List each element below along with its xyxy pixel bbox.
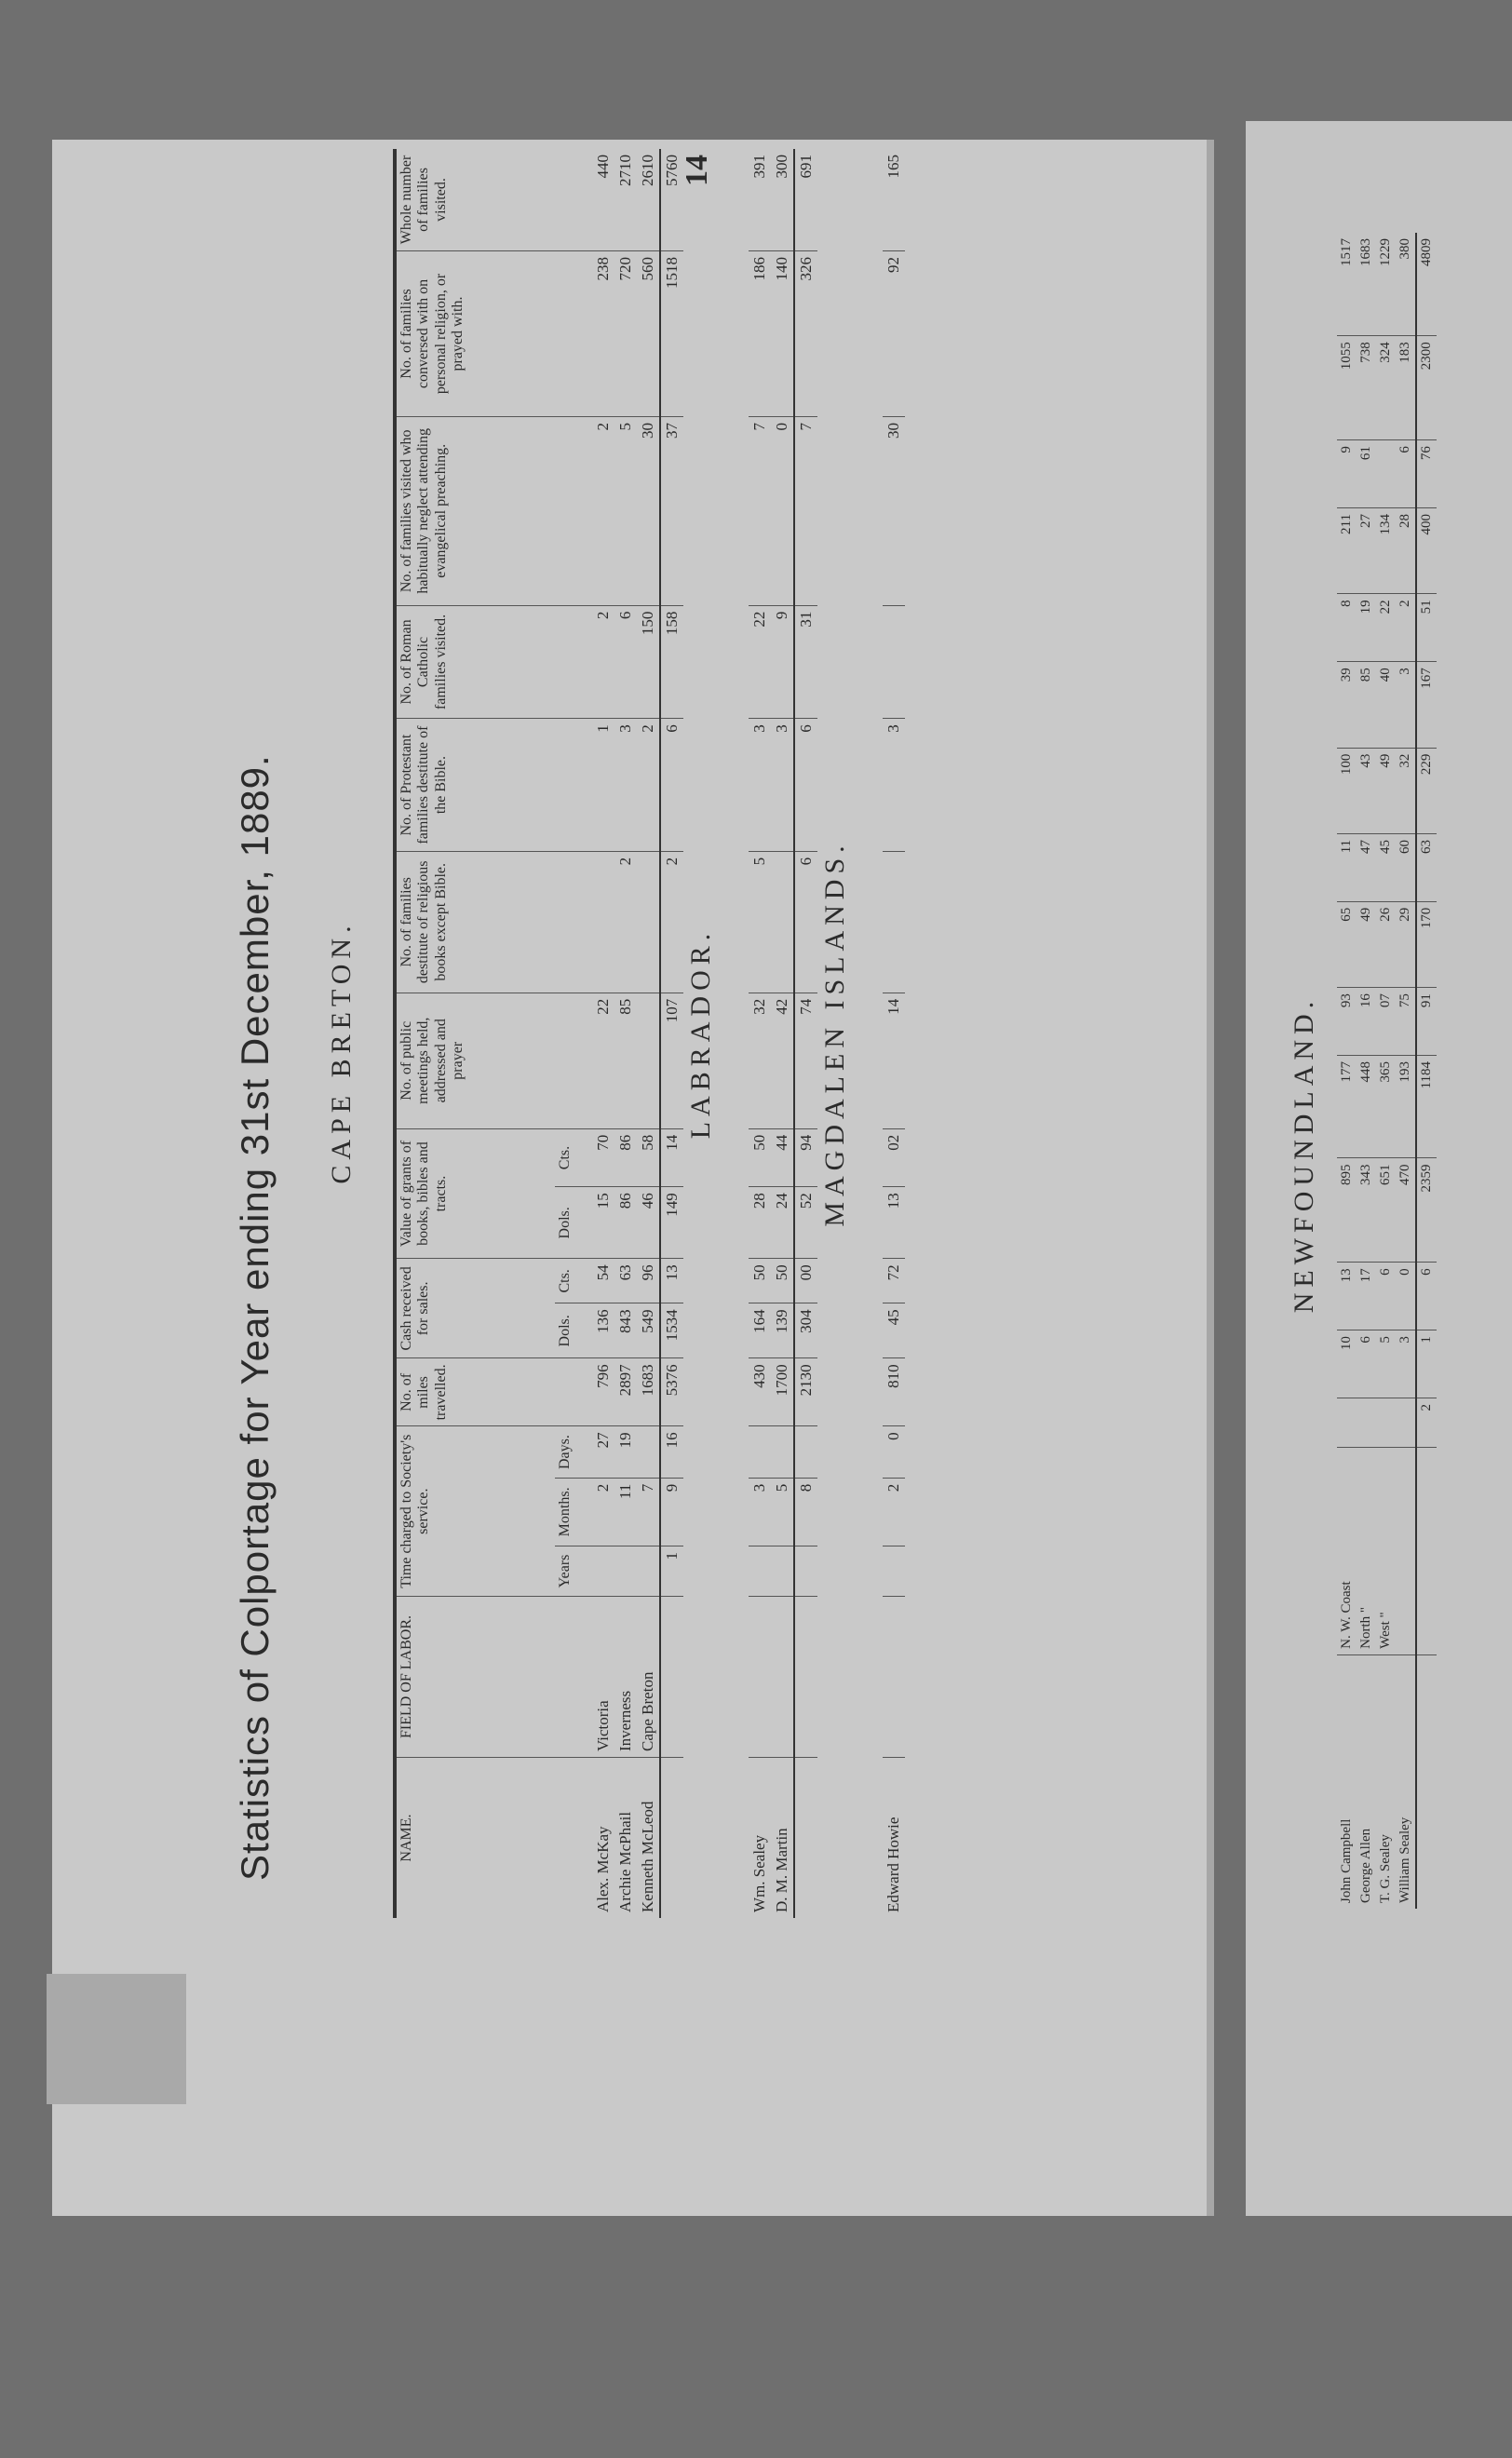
cell-field <box>771 1597 794 1758</box>
cell-gr_c: 45 <box>1376 833 1396 901</box>
totals-row <box>660 149 683 1918</box>
cell-neg: 7 <box>794 417 817 606</box>
cell-field: North " <box>1357 1448 1376 1655</box>
table-row <box>637 149 660 1918</box>
cell-gr_c: 47 <box>1357 833 1376 901</box>
cell-conv: 738 <box>1357 336 1376 440</box>
cell-rc: 9 <box>771 605 794 719</box>
cell-months: 9 <box>660 1478 683 1546</box>
cell-conv: 326 <box>794 250 817 416</box>
cell-rel: 2 <box>614 851 637 993</box>
col-destitute-bible: No. of Protestant families destitute of the Bible. <box>397 719 592 852</box>
cell-cash_c: 63 <box>614 1259 637 1303</box>
cell-cash_c: 93 <box>1337 988 1357 1056</box>
cell-miles: 343 <box>1357 1158 1376 1263</box>
cell-miles: 895 <box>1337 1158 1357 1263</box>
newfoundland-rows <box>1337 233 1416 1909</box>
cell-whole: 391 <box>749 149 771 250</box>
cell-rc <box>883 605 905 719</box>
cell-conv: 2300 <box>1416 336 1437 440</box>
cell-neg: 76 <box>1416 440 1437 508</box>
cell-years: 2 <box>1416 1398 1437 1448</box>
cell-days: 19 <box>614 1426 637 1478</box>
cell-months: 3 <box>749 1478 771 1546</box>
cell-name: Kenneth McLeod <box>639 1801 656 1912</box>
cell-cash_d: 365 <box>1376 1055 1396 1157</box>
cell-name: Wm. Sealey <box>750 1834 768 1912</box>
cell-gr_c: 50 <box>749 1128 771 1187</box>
cell-cash_c: 50 <box>771 1259 794 1303</box>
labrador-totals <box>794 149 817 1918</box>
cell-conv: 238 <box>592 250 614 416</box>
cell-rel: 85 <box>1357 662 1376 748</box>
cell-gr_d: 170 <box>1416 901 1437 987</box>
cell-gr_d: 24 <box>771 1187 794 1259</box>
cell-field <box>660 1597 683 1758</box>
cell-conv: 186 <box>749 250 771 416</box>
cell-whole: 165 <box>883 149 905 250</box>
cell-years <box>1337 1398 1357 1448</box>
cell-rel: 3 <box>1396 662 1416 748</box>
cell-miles: 430 <box>749 1358 771 1426</box>
page-tab <box>47 1974 186 2104</box>
cell-cash_d: 549 <box>637 1303 660 1358</box>
cell-cash_d: 45 <box>883 1303 905 1358</box>
cell-bib: 51 <box>1416 594 1437 662</box>
cell-name: D. M. Martin <box>773 1828 790 1912</box>
cell-field: Victoria <box>592 1597 614 1758</box>
table-row <box>883 149 905 1918</box>
cell-years <box>1357 1398 1376 1448</box>
cell-field <box>883 1597 905 1758</box>
cell-rc: 150 <box>637 605 660 719</box>
cell-years <box>883 1546 905 1596</box>
cell-cash_d: 1534 <box>660 1303 683 1358</box>
cell-cash_d: 304 <box>794 1303 817 1358</box>
right-page-content <box>1285 233 1512 1909</box>
table-row <box>592 149 614 1918</box>
col-grants: Value of grants of books, bibles and tracts. <box>397 1128 555 1259</box>
cell-rc: 211 <box>1337 508 1357 594</box>
cell-days <box>749 1426 771 1478</box>
cell-bib: 3 <box>883 719 905 852</box>
cell-gr_d: 26 <box>1376 901 1396 987</box>
cell-cash_c: 96 <box>637 1259 660 1303</box>
section-title-labrador: LABRADOR. <box>685 927 716 1140</box>
cell-gr_d: 28 <box>749 1187 771 1259</box>
cell-cash_d: 136 <box>592 1303 614 1358</box>
cell-whole: 1517 <box>1337 233 1357 336</box>
cell-whole: 380 <box>1396 233 1416 336</box>
cell-gr_d: 49 <box>1357 901 1376 987</box>
cell-cash_d: 139 <box>771 1303 794 1358</box>
cell-meet: 32 <box>1396 748 1416 833</box>
cell-whole: 5760 <box>660 149 683 250</box>
cell-months: 5 <box>1376 1330 1396 1398</box>
labrador-rows <box>749 149 794 1918</box>
cell-bib: 3 <box>749 719 771 852</box>
cell-days: 16 <box>660 1426 683 1478</box>
cell-neg: 0 <box>771 417 794 606</box>
col-field: FIELD OF LABOR. <box>397 1597 592 1758</box>
cell-cash_d: 843 <box>614 1303 637 1358</box>
section-title-cape-breton: CAPE BRETON. <box>326 920 357 1184</box>
cell-conv: 140 <box>771 250 794 416</box>
cell-gr_c: 60 <box>1396 833 1416 901</box>
cell-rel <box>592 851 614 993</box>
cell-bib: 2 <box>637 719 660 852</box>
cell-bib: 2 <box>1396 594 1416 662</box>
cell-days: 6 <box>1416 1263 1437 1330</box>
cell-neg: 61 <box>1357 440 1376 508</box>
cell-miles: 796 <box>592 1358 614 1426</box>
cell-name: William Sealey <box>1397 1816 1412 1903</box>
cell-gr_c: 86 <box>614 1128 637 1187</box>
cape-breton-totals <box>660 149 683 1918</box>
cell-rc: 31 <box>794 605 817 719</box>
cell-years <box>592 1546 614 1596</box>
cell-field: N. W. Coast <box>1337 1448 1357 1655</box>
cell-conv: 92 <box>883 250 905 416</box>
cell-name: Archie McPhail <box>616 1811 634 1912</box>
col-years: Years <box>555 1546 592 1596</box>
cell-months: 7 <box>637 1478 660 1546</box>
cell-gr_d: 52 <box>794 1187 817 1259</box>
cell-cash_d: 177 <box>1337 1055 1357 1157</box>
col-grants-dols: Dols. <box>555 1187 592 1259</box>
col-neglect: No. of families visited who habitually neglect attending evangelical preaching. <box>397 417 592 606</box>
section-title-magdalen: MAGDALEN ISLANDS. <box>819 840 850 1227</box>
cell-miles: 5376 <box>660 1358 683 1426</box>
cell-cash_d: 1184 <box>1416 1055 1437 1157</box>
cell-conv: 324 <box>1376 336 1396 440</box>
cell-bib: 6 <box>794 719 817 852</box>
cell-days: 17 <box>1357 1263 1376 1330</box>
cell-years <box>637 1546 660 1596</box>
cell-days: 13 <box>1337 1263 1357 1330</box>
cell-meet: 49 <box>1376 748 1396 833</box>
cell-miles: 651 <box>1376 1158 1396 1263</box>
cell-bib: 6 <box>660 719 683 852</box>
table-row <box>1396 233 1416 1909</box>
cell-field <box>1416 1448 1437 1655</box>
cell-days: 0 <box>883 1426 905 1478</box>
cell-meet: 43 <box>1357 748 1376 833</box>
cell-gr_c: 02 <box>883 1128 905 1187</box>
cell-gr_d: 15 <box>592 1187 614 1259</box>
cell-years <box>614 1546 637 1596</box>
cell-years <box>749 1546 771 1596</box>
cell-neg: 37 <box>660 417 683 606</box>
cell-meet: 107 <box>660 993 683 1128</box>
cell-bib: 3 <box>771 719 794 852</box>
cell-meet: 32 <box>749 993 771 1128</box>
cell-gr_c: 63 <box>1416 833 1437 901</box>
cell-days <box>637 1426 660 1478</box>
col-months: Months. <box>555 1478 592 1546</box>
cell-neg: 30 <box>883 417 905 606</box>
table-row <box>749 149 771 1918</box>
cell-miles: 2897 <box>614 1358 637 1426</box>
cell-cash_c: 75 <box>1396 988 1416 1056</box>
cell-months: 5 <box>771 1478 794 1546</box>
cell-bib: 19 <box>1357 594 1376 662</box>
cell-cash_c: 72 <box>883 1259 905 1303</box>
cell-field: West " <box>1376 1448 1396 1655</box>
cell-gr_d: 13 <box>883 1187 905 1259</box>
cell-miles: 810 <box>883 1358 905 1426</box>
cell-miles: 1683 <box>637 1358 660 1426</box>
cell-gr_c: 70 <box>592 1128 614 1187</box>
cell-bib: 3 <box>614 719 637 852</box>
cell-rel: 5 <box>749 851 771 993</box>
table-row <box>771 149 794 1918</box>
cell-meet: 229 <box>1416 748 1437 833</box>
cell-conv: 183 <box>1396 336 1416 440</box>
cell-gr_d: 86 <box>614 1187 637 1259</box>
cell-days: 0 <box>1396 1263 1416 1330</box>
col-cash-dols: Dols. <box>555 1303 592 1358</box>
col-time: Time charged to Society's service. <box>397 1426 555 1597</box>
cell-cash_d: 164 <box>749 1303 771 1358</box>
table-row <box>1357 233 1376 1909</box>
cell-neg: 6 <box>1396 440 1416 508</box>
cell-gr_d: 46 <box>637 1187 660 1259</box>
cell-neg: 30 <box>637 417 660 606</box>
cell-rc: 22 <box>749 605 771 719</box>
cell-miles: 2130 <box>794 1358 817 1426</box>
page-number: 14 <box>680 155 714 186</box>
cell-months: 11 <box>614 1478 637 1546</box>
table-row <box>1337 233 1357 1909</box>
cell-rel: 167 <box>1416 662 1437 748</box>
cell-rel <box>637 851 660 993</box>
cell-cash_c: 54 <box>592 1259 614 1303</box>
cell-bib: 1 <box>592 719 614 852</box>
cell-gr_c: 44 <box>771 1128 794 1187</box>
cell-rc: 400 <box>1416 508 1437 594</box>
cell-field <box>1396 1448 1416 1655</box>
cell-meet <box>637 993 660 1128</box>
cell-cash_d: 448 <box>1357 1055 1376 1157</box>
cell-whole: 2610 <box>637 149 660 250</box>
cell-months: 6 <box>1357 1330 1376 1398</box>
table-row <box>1376 233 1396 1909</box>
cell-name: George Allen <box>1358 1828 1373 1903</box>
cell-miles: 2359 <box>1416 1158 1437 1263</box>
cell-gr_d: 29 <box>1396 901 1416 987</box>
cell-months: 2 <box>883 1478 905 1546</box>
cell-whole: 4809 <box>1416 233 1437 336</box>
cell-years: 1 <box>660 1546 683 1596</box>
cell-name <box>1416 1654 1437 1909</box>
cell-days: 6 <box>1376 1263 1396 1330</box>
cell-rel: 40 <box>1376 662 1396 748</box>
cell-cash_c: 50 <box>749 1259 771 1303</box>
cell-field: Cape Breton <box>637 1597 660 1758</box>
cell-gr_c: 14 <box>660 1128 683 1187</box>
cell-whole: 1683 <box>1357 233 1376 336</box>
cell-neg: 9 <box>1337 440 1357 508</box>
col-cash: Cash received for sales. <box>397 1259 555 1358</box>
cell-rel <box>771 851 794 993</box>
newfoundland-table <box>1337 233 1437 1909</box>
cell-rc: 6 <box>614 605 637 719</box>
cell-name <box>794 1758 817 1919</box>
cell-months: 8 <box>794 1478 817 1546</box>
cell-months: 3 <box>1396 1330 1416 1398</box>
cell-cash_d: 193 <box>1396 1055 1416 1157</box>
col-name: NAME. <box>398 1814 414 1862</box>
col-grants-cts: Cts. <box>555 1128 592 1187</box>
cell-years <box>794 1546 817 1596</box>
cell-rc: 27 <box>1357 508 1376 594</box>
cell-bib: 8 <box>1337 594 1357 662</box>
cell-name <box>660 1758 683 1919</box>
col-rc: No. of Roman Catholic families visited. <box>397 605 592 719</box>
cell-rel: 6 <box>794 851 817 993</box>
cell-conv: 1055 <box>1337 336 1357 440</box>
cell-rc: 134 <box>1376 508 1396 594</box>
cell-cash_c: 91 <box>1416 988 1437 1056</box>
cell-rc: 158 <box>660 605 683 719</box>
cell-meet: 85 <box>614 993 637 1128</box>
totals-row <box>1416 233 1437 1909</box>
cell-whole: 1229 <box>1376 233 1396 336</box>
cell-cash_c: 16 <box>1357 988 1376 1056</box>
stats-table <box>397 149 905 1918</box>
cell-months: 1 <box>1416 1330 1437 1398</box>
cell-rc: 28 <box>1396 508 1416 594</box>
cell-years <box>1376 1398 1396 1448</box>
cell-months: 10 <box>1337 1330 1357 1398</box>
newfoundland-totals <box>1416 233 1437 1909</box>
cell-days <box>794 1426 817 1478</box>
section-title-newfoundland: NEWFOUNDLAND. <box>1289 995 1319 1314</box>
cell-days: 27 <box>592 1426 614 1478</box>
cell-miles: 470 <box>1396 1158 1416 1263</box>
cell-name: John Campbell <box>1339 1818 1354 1903</box>
cell-gr_c: 94 <box>794 1128 817 1187</box>
col-miles: No. of miles travelled. <box>397 1358 592 1426</box>
cell-conv: 720 <box>614 250 637 416</box>
cell-whole: 440 <box>592 149 614 250</box>
cell-rel <box>883 851 905 993</box>
cell-conv: 1518 <box>660 250 683 416</box>
col-destitute-rel: No. of families destitute of religious books except Bible. <box>397 851 592 993</box>
cell-neg: 2 <box>592 417 614 606</box>
cell-name: Edward Howie <box>884 1816 902 1912</box>
cell-miles: 1700 <box>771 1358 794 1426</box>
cell-neg: 7 <box>749 417 771 606</box>
cell-days <box>771 1426 794 1478</box>
cape-breton-rows <box>592 149 660 1918</box>
cell-whole: 300 <box>771 149 794 250</box>
cell-name: T. G. Sealey <box>1378 1834 1393 1903</box>
page-title: Statistics of Colportage for Year ending 31st December, 1889. <box>233 754 277 1881</box>
cell-neg <box>1376 440 1396 508</box>
cell-whole: 2710 <box>614 149 637 250</box>
cell-cash_c: 13 <box>660 1259 683 1303</box>
totals-row <box>794 149 817 1918</box>
cell-neg: 5 <box>614 417 637 606</box>
cell-bib: 22 <box>1376 594 1396 662</box>
cell-rc: 2 <box>592 605 614 719</box>
cell-field: Inverness <box>614 1597 637 1758</box>
cell-gr_c: 11 <box>1337 833 1357 901</box>
cell-whole: 691 <box>794 149 817 250</box>
cell-field <box>749 1597 771 1758</box>
cell-gr_d: 65 <box>1337 901 1357 987</box>
cell-meet: 100 <box>1337 748 1357 833</box>
cell-cash_c: 00 <box>794 1259 817 1303</box>
cell-meet: 74 <box>794 993 817 1128</box>
col-conversed: No. of families conversed with on personal religion, or prayed with. <box>397 250 592 416</box>
cell-years <box>771 1546 794 1596</box>
cell-conv: 560 <box>637 250 660 416</box>
magdalen-rows <box>883 149 905 1918</box>
cell-name: Alex. McKay <box>594 1826 612 1912</box>
col-days: Days. <box>555 1426 592 1478</box>
cell-meet: 14 <box>883 993 905 1128</box>
cell-gr_c: 58 <box>637 1128 660 1187</box>
cell-field <box>794 1597 817 1758</box>
col-cash-cts: Cts. <box>555 1259 592 1303</box>
cell-rel: 39 <box>1337 662 1357 748</box>
cell-meet: 42 <box>771 993 794 1128</box>
cell-meet: 22 <box>592 993 614 1128</box>
table-row <box>614 149 637 1918</box>
cell-months: 2 <box>592 1478 614 1546</box>
col-meetings: No. of public meetings held, addressed and prayer <box>397 993 592 1128</box>
cell-gr_d: 149 <box>660 1187 683 1259</box>
cell-cash_c: 07 <box>1376 988 1396 1056</box>
col-whole: Whole number of families visited. <box>397 149 592 250</box>
cell-years <box>1396 1398 1416 1448</box>
cell-rel: 2 <box>660 851 683 993</box>
